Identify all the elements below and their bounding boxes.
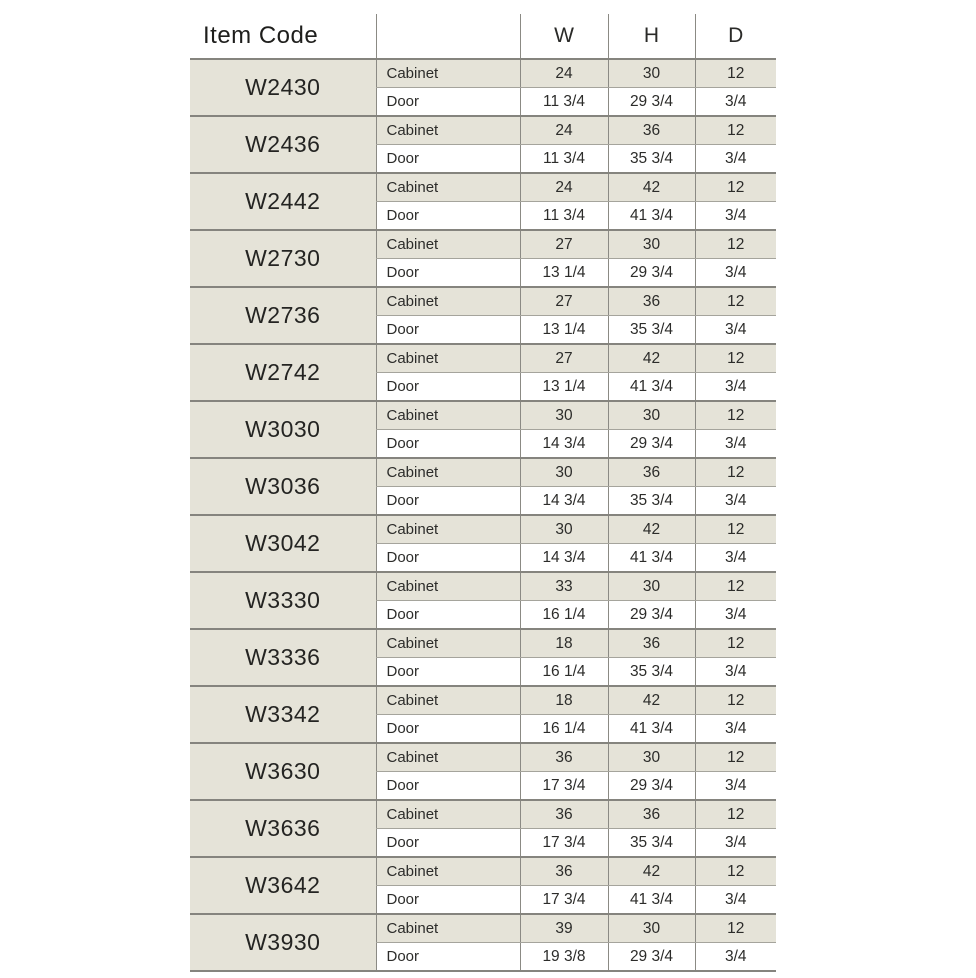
door-d: 3/4 [695, 544, 776, 573]
cabinet-d: 12 [695, 800, 776, 829]
item-code-cell: W3042 [190, 515, 376, 572]
door-w: 17 3/4 [520, 886, 608, 915]
header-depth: D [695, 14, 776, 59]
row-label-door: Door [376, 202, 520, 231]
row-label-door: Door [376, 658, 520, 687]
cabinet-d: 12 [695, 116, 776, 145]
item-group-w3930 [190, 914, 776, 971]
door-w: 17 3/4 [520, 772, 608, 801]
cabinet-row [190, 230, 776, 259]
door-h: 29 3/4 [608, 259, 695, 288]
door-w: 16 1/4 [520, 601, 608, 630]
row-label-cabinet: Cabinet [376, 116, 520, 145]
item-group-w3030 [190, 401, 776, 458]
cabinet-d: 12 [695, 914, 776, 943]
cabinet-h: 42 [608, 857, 695, 886]
door-h: 35 3/4 [608, 145, 695, 174]
item-code-cell: W2430 [190, 59, 376, 116]
door-h: 35 3/4 [608, 658, 695, 687]
header-height: H [608, 14, 695, 59]
header-width: W [520, 14, 608, 59]
row-label-cabinet: Cabinet [376, 287, 520, 316]
cabinet-h: 42 [608, 515, 695, 544]
cabinet-d: 12 [695, 344, 776, 373]
cabinet-row [190, 743, 776, 772]
item-code-cell: W3342 [190, 686, 376, 743]
item-group-w3330 [190, 572, 776, 629]
cabinet-w: 30 [520, 515, 608, 544]
cabinet-d: 12 [695, 686, 776, 715]
door-h: 41 3/4 [608, 886, 695, 915]
door-w: 14 3/4 [520, 544, 608, 573]
cabinet-row [190, 686, 776, 715]
row-label-door: Door [376, 829, 520, 858]
door-h: 35 3/4 [608, 316, 695, 345]
row-label-door: Door [376, 886, 520, 915]
row-label-door: Door [376, 772, 520, 801]
cabinet-w: 39 [520, 914, 608, 943]
cabinet-row [190, 287, 776, 316]
door-d: 3/4 [695, 316, 776, 345]
door-w: 16 1/4 [520, 658, 608, 687]
door-d: 3/4 [695, 145, 776, 174]
cabinet-h: 30 [608, 914, 695, 943]
row-label-door: Door [376, 430, 520, 459]
cabinet-h: 30 [608, 743, 695, 772]
cabinet-d: 12 [695, 401, 776, 430]
row-label-door: Door [376, 544, 520, 573]
cabinet-w: 36 [520, 800, 608, 829]
cabinet-w: 36 [520, 743, 608, 772]
cabinet-w: 24 [520, 173, 608, 202]
door-d: 3/4 [695, 658, 776, 687]
cabinet-h: 30 [608, 401, 695, 430]
cabinet-h: 30 [608, 572, 695, 601]
cabinet-h: 42 [608, 173, 695, 202]
cabinet-d: 12 [695, 515, 776, 544]
door-h: 41 3/4 [608, 202, 695, 231]
cabinet-row [190, 59, 776, 88]
row-label-door: Door [376, 943, 520, 972]
door-d: 3/4 [695, 772, 776, 801]
item-group-w3642 [190, 857, 776, 914]
cabinet-d: 12 [695, 173, 776, 202]
door-d: 3/4 [695, 886, 776, 915]
cabinet-row [190, 401, 776, 430]
cabinet-w: 30 [520, 401, 608, 430]
cabinet-w: 24 [520, 59, 608, 88]
item-group-w3036 [190, 458, 776, 515]
item-group-w2436 [190, 116, 776, 173]
door-d: 3/4 [695, 430, 776, 459]
door-d: 3/4 [695, 601, 776, 630]
row-label-cabinet: Cabinet [376, 344, 520, 373]
door-d: 3/4 [695, 715, 776, 744]
row-label-door: Door [376, 316, 520, 345]
item-group-w3636 [190, 800, 776, 857]
cabinet-d: 12 [695, 59, 776, 88]
item-code-cell: W2742 [190, 344, 376, 401]
item-group-w2736 [190, 287, 776, 344]
row-label-cabinet: Cabinet [376, 857, 520, 886]
door-h: 41 3/4 [608, 373, 695, 402]
door-h: 41 3/4 [608, 544, 695, 573]
cabinet-d: 12 [695, 857, 776, 886]
door-w: 13 1/4 [520, 316, 608, 345]
cabinet-h: 36 [608, 116, 695, 145]
row-label-door: Door [376, 487, 520, 516]
item-group-w3336 [190, 629, 776, 686]
door-w: 16 1/4 [520, 715, 608, 744]
cabinet-h: 30 [608, 230, 695, 259]
row-label-cabinet: Cabinet [376, 629, 520, 658]
cabinet-h: 42 [608, 686, 695, 715]
cabinet-w: 30 [520, 458, 608, 487]
row-label-cabinet: Cabinet [376, 686, 520, 715]
cabinet-d: 12 [695, 743, 776, 772]
cabinet-row [190, 515, 776, 544]
cabinet-row [190, 572, 776, 601]
row-label-door: Door [376, 88, 520, 117]
cabinet-w: 27 [520, 230, 608, 259]
row-label-cabinet: Cabinet [376, 743, 520, 772]
item-code-cell: W3630 [190, 743, 376, 800]
item-group-w2742 [190, 344, 776, 401]
door-w: 11 3/4 [520, 88, 608, 117]
row-label-cabinet: Cabinet [376, 800, 520, 829]
cabinet-d: 12 [695, 629, 776, 658]
cabinet-dimensions-table [190, 14, 776, 972]
cabinet-row [190, 857, 776, 886]
item-code-cell: W3636 [190, 800, 376, 857]
row-label-cabinet: Cabinet [376, 401, 520, 430]
row-label-cabinet: Cabinet [376, 173, 520, 202]
item-code-cell: W2442 [190, 173, 376, 230]
item-code-cell: W2736 [190, 287, 376, 344]
cabinet-d: 12 [695, 287, 776, 316]
door-h: 29 3/4 [608, 430, 695, 459]
door-d: 3/4 [695, 943, 776, 972]
item-group-w2430 [190, 59, 776, 116]
cabinet-row [190, 800, 776, 829]
item-group-w2730 [190, 230, 776, 287]
row-label-cabinet: Cabinet [376, 914, 520, 943]
row-label-cabinet: Cabinet [376, 572, 520, 601]
cabinet-d: 12 [695, 230, 776, 259]
row-label-door: Door [376, 373, 520, 402]
cabinet-row [190, 914, 776, 943]
cabinet-h: 42 [608, 344, 695, 373]
item-code-cell: W3930 [190, 914, 376, 971]
door-h: 29 3/4 [608, 88, 695, 117]
cabinet-row [190, 173, 776, 202]
cabinet-h: 36 [608, 629, 695, 658]
row-label-cabinet: Cabinet [376, 458, 520, 487]
item-group-w2442 [190, 173, 776, 230]
item-group-w3042 [190, 515, 776, 572]
item-code-cell: W3330 [190, 572, 376, 629]
cabinet-w: 18 [520, 629, 608, 658]
cabinet-w: 18 [520, 686, 608, 715]
door-w: 13 1/4 [520, 259, 608, 288]
door-h: 35 3/4 [608, 829, 695, 858]
door-w: 19 3/8 [520, 943, 608, 972]
item-code-cell: W3642 [190, 857, 376, 914]
door-h: 35 3/4 [608, 487, 695, 516]
item-group-w3630 [190, 743, 776, 800]
row-label-door: Door [376, 145, 520, 174]
door-d: 3/4 [695, 373, 776, 402]
header-item-code: Item Code [190, 14, 376, 59]
door-w: 11 3/4 [520, 202, 608, 231]
table-header [190, 14, 776, 59]
row-label-door: Door [376, 601, 520, 630]
door-d: 3/4 [695, 88, 776, 117]
door-w: 17 3/4 [520, 829, 608, 858]
cabinet-row [190, 629, 776, 658]
door-d: 3/4 [695, 202, 776, 231]
row-label-cabinet: Cabinet [376, 59, 520, 88]
cabinet-w: 33 [520, 572, 608, 601]
cabinet-h: 36 [608, 458, 695, 487]
item-code-cell: W3036 [190, 458, 376, 515]
cabinet-h: 30 [608, 59, 695, 88]
door-w: 14 3/4 [520, 430, 608, 459]
item-code-cell: W2730 [190, 230, 376, 287]
door-d: 3/4 [695, 829, 776, 858]
cabinet-row [190, 458, 776, 487]
row-label-door: Door [376, 259, 520, 288]
door-d: 3/4 [695, 487, 776, 516]
door-h: 29 3/4 [608, 601, 695, 630]
door-h: 41 3/4 [608, 715, 695, 744]
header-spacer [376, 14, 520, 59]
cabinet-row [190, 116, 776, 145]
item-group-w3342 [190, 686, 776, 743]
door-h: 29 3/4 [608, 772, 695, 801]
item-code-cell: W3030 [190, 401, 376, 458]
cabinet-w: 36 [520, 857, 608, 886]
row-label-cabinet: Cabinet [376, 515, 520, 544]
row-label-cabinet: Cabinet [376, 230, 520, 259]
cabinet-h: 36 [608, 800, 695, 829]
cabinet-w: 24 [520, 116, 608, 145]
cabinet-spec-sheet [190, 14, 776, 972]
cabinet-w: 27 [520, 344, 608, 373]
cabinet-h: 36 [608, 287, 695, 316]
door-w: 13 1/4 [520, 373, 608, 402]
door-h: 29 3/4 [608, 943, 695, 972]
cabinet-d: 12 [695, 458, 776, 487]
cabinet-w: 27 [520, 287, 608, 316]
item-code-cell: W3336 [190, 629, 376, 686]
door-d: 3/4 [695, 259, 776, 288]
door-w: 14 3/4 [520, 487, 608, 516]
cabinet-row [190, 344, 776, 373]
cabinet-d: 12 [695, 572, 776, 601]
door-w: 11 3/4 [520, 145, 608, 174]
item-code-cell: W2436 [190, 116, 376, 173]
row-label-door: Door [376, 715, 520, 744]
